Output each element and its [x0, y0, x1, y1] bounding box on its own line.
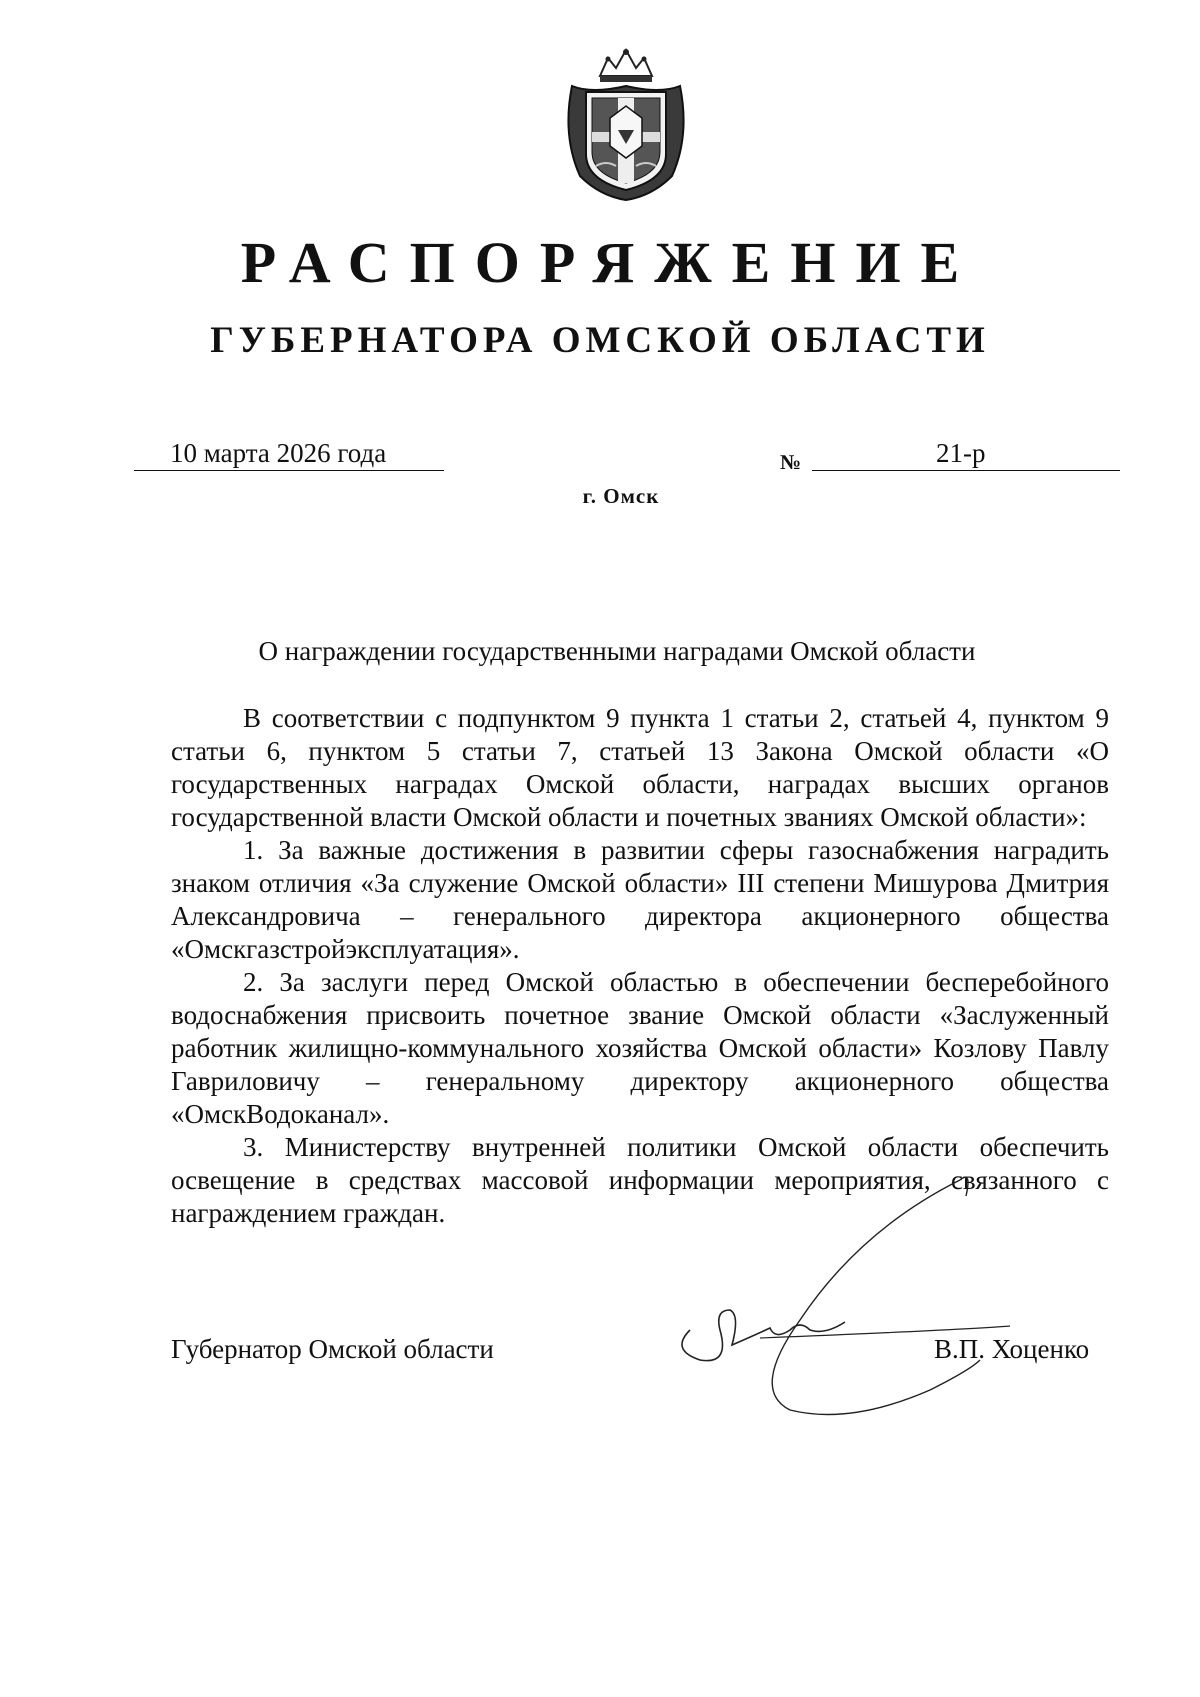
signer-position: Губернатор Омской области — [171, 1334, 494, 1364]
number-field — [812, 436, 1120, 471]
document-city: г. Омск — [582, 484, 660, 508]
item-paragraph-2: 2. За заслуги перед Омской областью в обеспечении бесперебойного водоснабжения присвоить почетное звание Омской области «Заслуженный работник жилищно-коммунального хозяйства Омской области» Козлову Павлу Гавриловичу – генеральному директору акционерного общества «ОмскВодоканал». — [171, 967, 1109, 1129]
item-paragraph-1: 1. За важные достижения в развитии сферы газоснабжения наградить знаком отличия «За служение Омской области» III степени Мишурова Дмитрия Александровича – генерального директора акционерного общества «Омскгазстройэксплуатация». — [171, 835, 1109, 964]
signer-name: В.П. Хоценко — [934, 1334, 1090, 1364]
number-sign-label: № — [780, 450, 802, 474]
document-type-heading: РАСПОРЯЖЕНИЕ — [240, 230, 980, 295]
document-body — [171, 702, 1109, 1230]
coat-of-arms-icon — [560, 46, 692, 202]
preamble-paragraph: В соответствии с подпунктом 9 пункта 1 статьи 2, статьей 4, пунктом 9 статьи 6, пунктом 5 статьи 7, статьей 13 Закона Омской области «О государственных наградах Омской области, наградах высших органов государственной власти Омской области и почетных званиях Омской области»: — [171, 703, 1109, 832]
item-paragraph-3: 3. Министерству внутренней политики Омской области обеспечить освещение в средствах массовой информации мероприятия, связанного с награждением граждан. — [171, 1132, 1109, 1228]
document-number: 21-р — [936, 438, 986, 468]
issuer-heading: ГУБЕРНАТОРА ОМСКОЙ ОБЛАСТИ — [210, 320, 990, 361]
document-title: О награждении государственными наградами Омской области — [258, 636, 976, 666]
document-date: 10 марта 2026 года — [170, 438, 387, 468]
date-field — [134, 436, 444, 471]
